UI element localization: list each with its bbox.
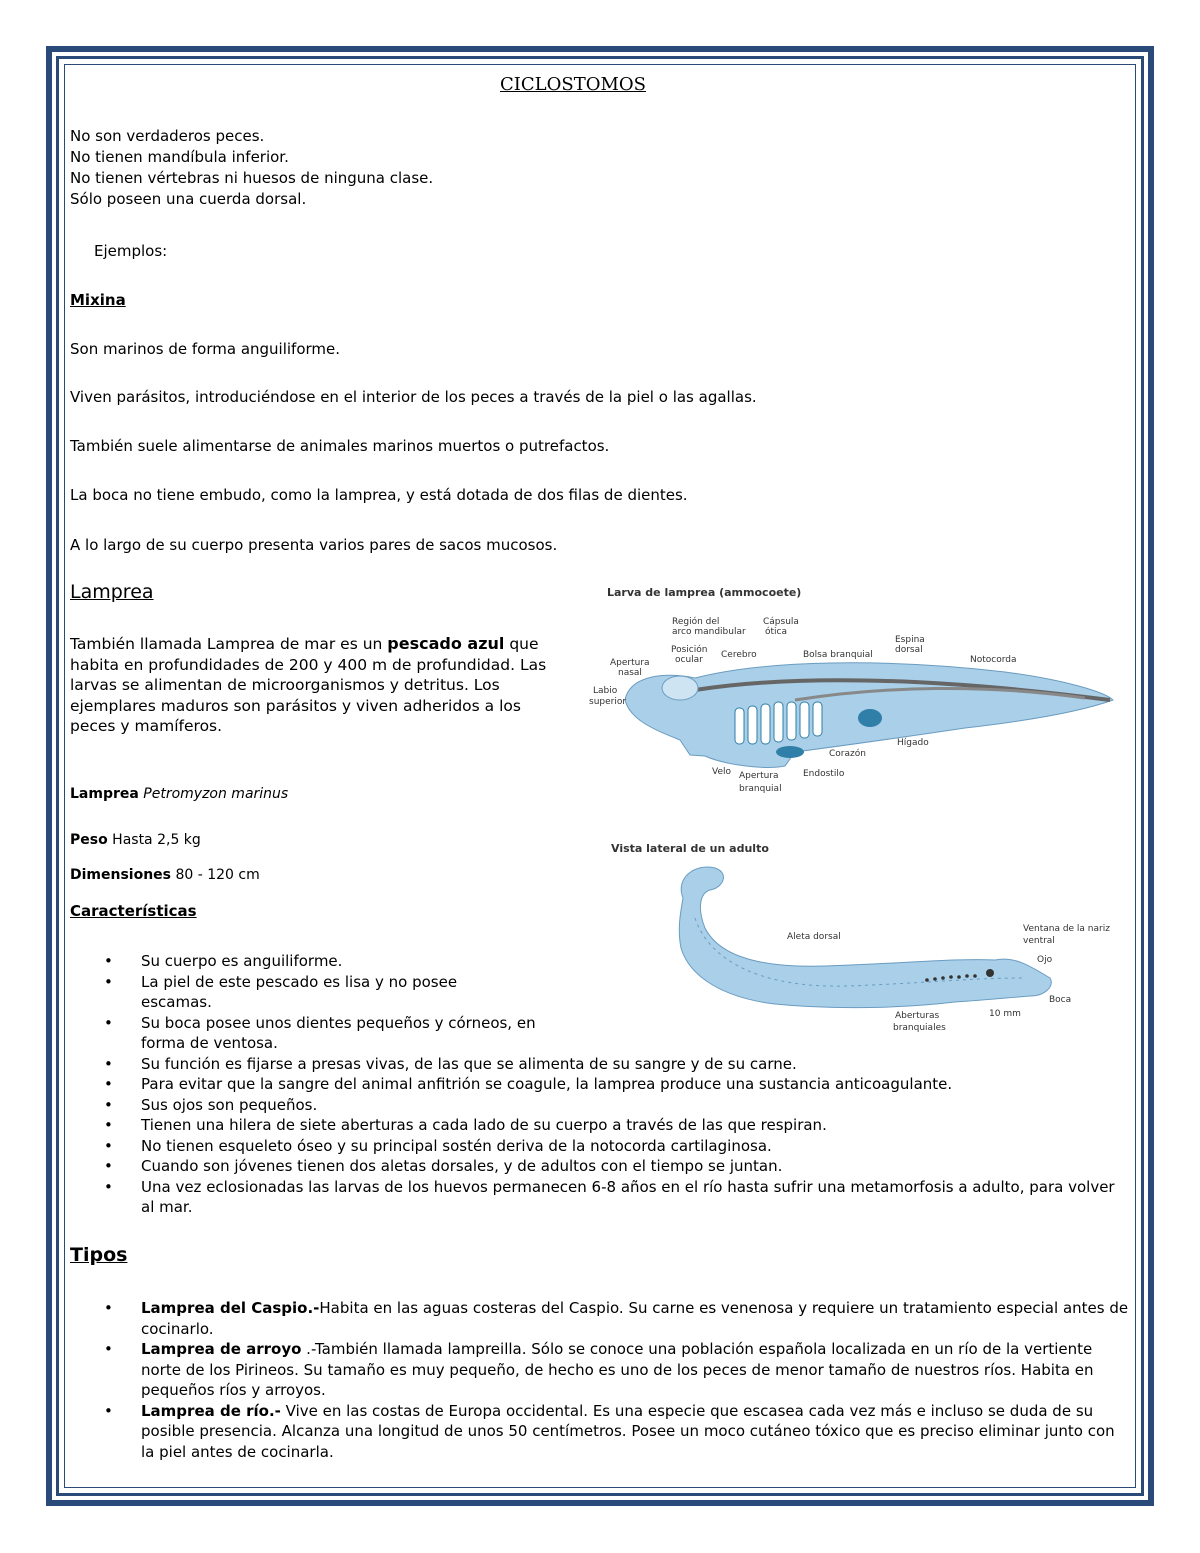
svg-text:ótica: ótica	[765, 627, 787, 637]
mixina-heading: Mixina	[70, 291, 126, 309]
svg-text:ocular: ocular	[675, 655, 703, 665]
svg-text:Apertura: Apertura	[610, 658, 650, 668]
list-item: • Lamprea del Caspio.-Habita en las aguas costeras del Caspio. Su carne es venenosa y requiere un tratamiento especial antes de cocinarlo.	[70, 1298, 1130, 1339]
svg-text:branquial: branquial	[739, 784, 782, 794]
brain-shape	[662, 676, 698, 700]
svg-text:Boca: Boca	[1049, 995, 1072, 1005]
mixina-paragraph: A lo largo de su cuerpo presenta varios pares de sacos mucosos.	[70, 536, 558, 554]
svg-text:Velo: Velo	[712, 767, 732, 777]
mixina-paragraph: Son marinos de forma anguiliforme.	[70, 340, 341, 358]
list-item: • Para evitar que la sangre del animal anfitrión se coagule, la lamprea produce una sustancia anticoagulante.	[70, 1074, 1130, 1095]
caracteristicas-heading: Características	[70, 902, 197, 920]
adult-figure	[605, 838, 1135, 1038]
svg-text:Región del: Región del	[672, 617, 720, 627]
lamprea-desc-bold: pescado azul	[387, 634, 505, 653]
svg-text:Ventana de la nariz: Ventana de la nariz	[1023, 924, 1110, 934]
list-item: • Su cuerpo es anguiliforme.	[70, 951, 1130, 972]
larva-figure-title: Larva de lamprea (ammocoete)	[607, 586, 802, 599]
svg-text:Ojo: Ojo	[1037, 955, 1053, 965]
svg-text:superior: superior	[589, 697, 627, 707]
svg-text:10 mm: 10 mm	[989, 1009, 1021, 1019]
svg-text:Bolsa branquial: Bolsa branquial	[803, 650, 873, 660]
examples-label: Ejemplos:	[94, 242, 168, 260]
list-item: • Cuando son jóvenes tienen dos aletas dorsales, y de adultos con el tiempo se juntan.	[70, 1156, 1130, 1177]
intro-line: No tienen mandíbula inferior.	[70, 148, 289, 166]
page-title: CICLOSTOMOS	[500, 74, 646, 95]
svg-text:dorsal: dorsal	[895, 645, 923, 655]
lamprea-description: También llamada Lamprea de mar es un pescado azul que habita en profundidades de 200 y 400 m de profundidad. Las larvas se alimentan de microorganismos y detritus. Los ejemplares maduros son parásitos y viven adheridos a los peces y mamíferos.	[70, 634, 547, 735]
lamprea-peso: Peso Hasta 2,5 kg	[70, 832, 201, 848]
lamprea-dimensiones: Dimensiones 80 - 120 cm	[70, 867, 260, 883]
svg-text:Espina: Espina	[895, 635, 925, 645]
list-item: • Una vez eclosionadas las larvas de los huevos permanecen 6-8 años en el río hasta sufrir una metamorfosis a adulto, para volver al mar.	[70, 1177, 1130, 1218]
intro-line: No tienen vértebras ni huesos de ninguna clase.	[70, 169, 434, 187]
svg-text:Corazón: Corazón	[829, 749, 866, 759]
endostyle-shape	[776, 746, 804, 758]
svg-text:ventral: ventral	[1023, 936, 1055, 946]
tipos-list	[70, 1298, 1130, 1462]
svg-text:Aleta dorsal: Aleta dorsal	[787, 932, 841, 942]
svg-text:Cerebro: Cerebro	[721, 650, 757, 660]
svg-text:Hígado: Hígado	[897, 738, 929, 748]
svg-text:Cápsula: Cápsula	[763, 617, 799, 627]
intro-list	[70, 126, 433, 210]
list-item: • Lamprea de río.- Vive en las costas de Europa occidental. Es una especie que escasea cada vez más e incluso se duda de su posible presencia. Alcanza una longitud de unos 50 centímetros. Posee un moco cutáneo tóxico que es preciso eliminar junto con la piel antes de cocinarla.	[70, 1401, 1130, 1463]
list-item: • Su función es fijarse a presas vivas, de las que se alimenta de su sangre y de su carne.	[70, 1054, 1130, 1075]
svg-text:Apertura: Apertura	[739, 771, 779, 781]
svg-text:nasal: nasal	[618, 668, 642, 678]
mixina-paragraph: La boca no tiene embudo, como la lamprea, y está dotada de dos filas de dientes.	[70, 486, 688, 504]
list-item: • Lamprea de arroyo .-También llamada lampreilla. Sólo se conoce una población española localizada en un río de la vertiente norte de los Pirineos. Su tamaño es muy pequeño, de hecho es uno de los peces de menor tamaño de nuestros ríos. Habita en pequeños ríos y arroyos.	[70, 1339, 1130, 1401]
list-item: • Su boca posee unos dientes pequeños y córneos, en forma de ventosa.	[70, 1013, 581, 1054]
adult-figure-title: Vista lateral de un adulto	[611, 842, 769, 855]
adult-body	[679, 867, 1051, 1008]
list-item: • Sus ojos son pequeños.	[70, 1095, 1130, 1116]
svg-text:Notocorda: Notocorda	[970, 655, 1017, 665]
svg-text:arco mandibular: arco mandibular	[672, 627, 746, 637]
list-item: • No tienen esqueleto óseo y su principal sostén deriva de la notocorda cartilaginosa.	[70, 1136, 1130, 1157]
svg-text:Endostilo: Endostilo	[803, 769, 845, 779]
list-item: • Tienen una hilera de siete aberturas a cada lado de su cuerpo a través de las que respiran.	[70, 1115, 1130, 1136]
mixina-paragraph: Viven parásitos, introduciéndose en el interior de los peces a través de la piel o las agallas.	[70, 388, 757, 406]
mixina-paragraph: También suele alimentarse de animales marinos muertos o putrefactos.	[70, 437, 610, 455]
larva-figure	[585, 580, 1145, 805]
svg-text:Aberturas: Aberturas	[895, 1011, 940, 1021]
tipos-heading: Tipos	[70, 1244, 128, 1266]
lamprea-species: Lamprea Petromyzon marinus	[70, 786, 289, 802]
svg-text:Labio: Labio	[593, 686, 618, 696]
intro-line: Sólo poseen una cuerda dorsal.	[70, 190, 307, 208]
list-item: • La piel de este pescado es lisa y no posee escamas.	[70, 972, 531, 1013]
heart-shape	[858, 709, 882, 727]
lamprea-heading: Lamprea	[70, 581, 154, 603]
svg-text:Posición: Posición	[671, 645, 708, 655]
svg-text:branquiales: branquiales	[893, 1023, 946, 1033]
eye-shape	[986, 969, 994, 977]
intro-line: No son verdaderos peces.	[70, 127, 265, 145]
